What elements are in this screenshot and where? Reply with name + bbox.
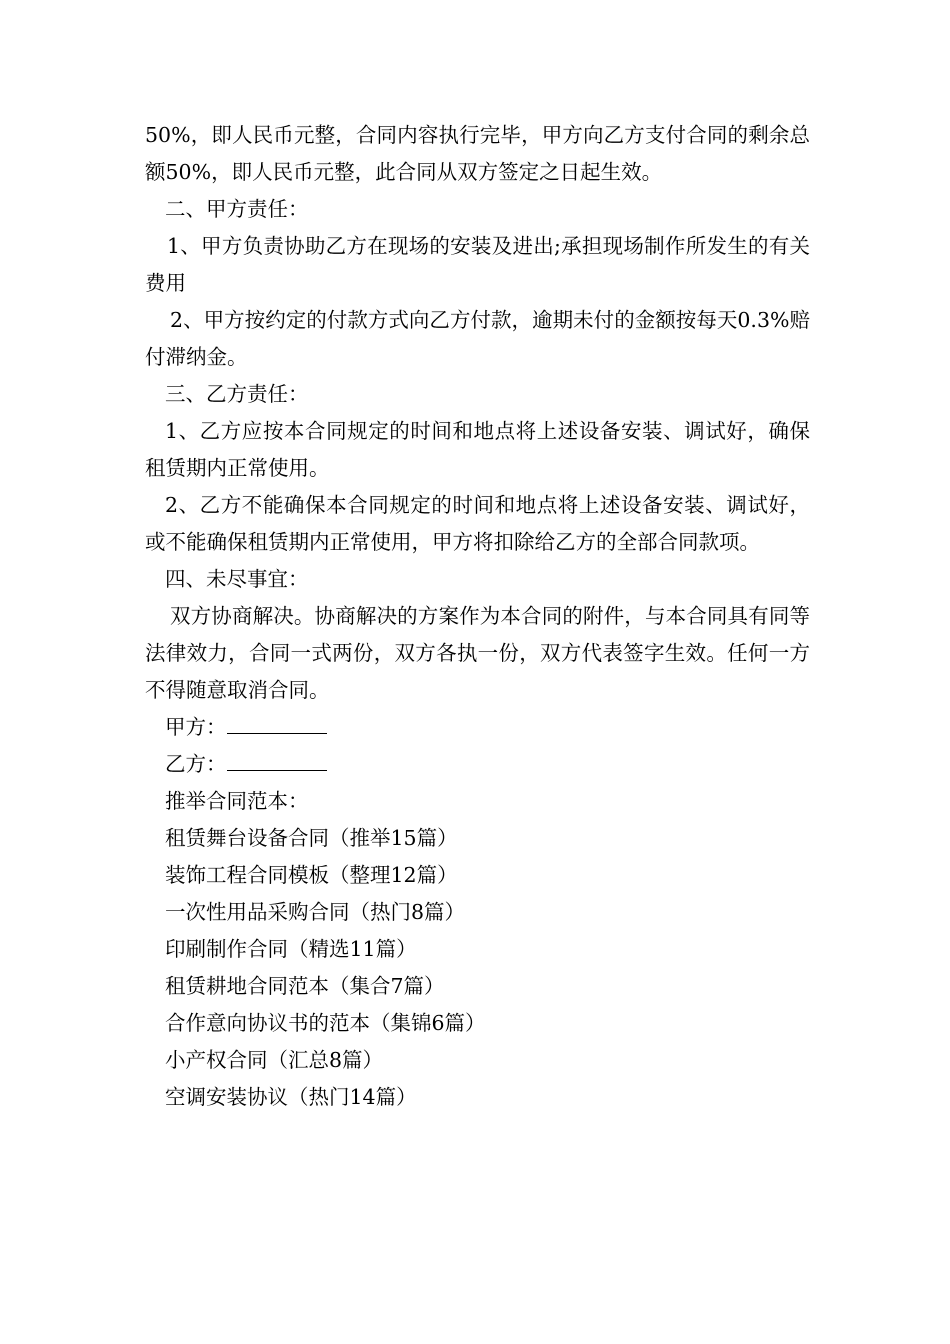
payment-paragraph: 50%，即人民币元整，合同内容执行完毕，甲方向乙方支付合同的剩余总额50%，即人民币元整，此合同从双方签定之日起生效。	[145, 123, 810, 184]
signature-line-party-a	[145, 709, 810, 746]
section-heading-other-matters: 四、未尽事宜：	[165, 567, 309, 591]
recommendation-link[interactable]: 空调安装协议（热门14篇）	[165, 1085, 417, 1109]
section-heading-party-b-duties: 三、乙方责任：	[165, 382, 309, 406]
recommendation-link[interactable]: 合作意向协议书的范本（集锦6篇）	[165, 1011, 486, 1035]
recommendations-title: 推举合同范本：	[165, 789, 309, 813]
recommendation-link[interactable]: 装饰工程合同模板（整理12篇）	[165, 863, 458, 887]
party-b-duty-1: 1、乙方应按本合同规定的时间和地点将上述设备安装、调试好，确保租赁期内正常使用。	[145, 419, 810, 480]
other-matters-paragraph: 双方协商解决。协商解决的方案作为本合同的附件，与本合同具有同等法律效力，合同一式两份，双方各执一份，双方代表签字生效。任何一方不得随意取消合同。	[145, 604, 810, 702]
party-b-duty-2: 2、乙方不能确保本合同规定的时间和地点将上述设备安装、调试好，或不能确保租赁期内正常使用，甲方将扣除给乙方的全部合同款项。	[145, 493, 810, 554]
document-body	[145, 117, 810, 1116]
recommendation-link[interactable]: 租赁耕地合同范本（集合7篇）	[165, 974, 445, 998]
party-b-label: 乙方：	[165, 752, 227, 776]
recommendation-link[interactable]: 一次性用品采购合同（热门8篇）	[165, 900, 466, 924]
recommendation-link[interactable]: 租赁舞台设备合同（推举15篇）	[165, 826, 458, 850]
party-a-signature-blank	[227, 713, 327, 734]
party-a-duty-1: 1、甲方负责协助乙方在现场的安装及进出;承担现场制作所发生的有关费用	[145, 234, 810, 295]
section-heading-party-a-duties: 二、甲方责任：	[165, 197, 309, 221]
signature-line-party-b	[145, 746, 810, 783]
party-a-label: 甲方：	[165, 715, 227, 739]
recommendation-link[interactable]: 小产权合同（汇总8篇）	[165, 1048, 384, 1072]
party-a-duty-2: 2、甲方按约定的付款方式向乙方付款，逾期未付的金额按每天0.3%赔付滞纳金。	[145, 308, 810, 369]
party-b-signature-blank	[227, 750, 327, 771]
recommendation-link[interactable]: 印刷制作合同（精选11篇）	[165, 937, 417, 961]
